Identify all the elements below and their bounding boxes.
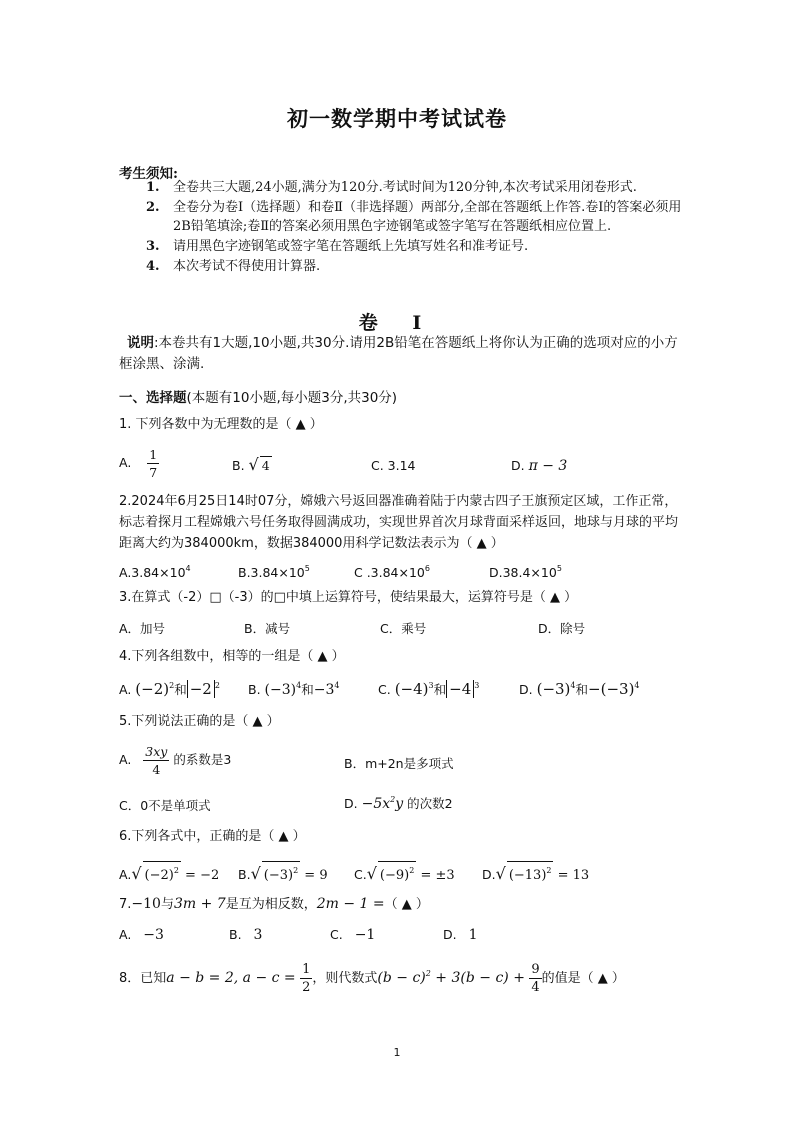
expression: −2 $^2$: [187, 680, 220, 698]
q6-option-d: [482, 861, 589, 884]
option-value: −3: [143, 927, 164, 943]
stem-text: 与: [160, 897, 174, 912]
question-number: 7.: [119, 897, 132, 912]
volume-description: [119, 333, 684, 375]
notice-item-number: 1.: [146, 180, 160, 195]
notice-item-number: 2.: [146, 200, 160, 215]
exponent: 4: [185, 564, 191, 573]
expression: $(b - c)^2 + 3(b - c)$ +: [377, 969, 530, 986]
question-7-stem: [119, 894, 684, 915]
q1-option-d: [511, 458, 567, 474]
question-6-stem: 6.下列各式中，正确的是（ ▲ ）: [119, 829, 306, 844]
expression: a − b = 2, a − c =: [166, 970, 301, 986]
q1-option-b: [232, 455, 272, 474]
numerator: 1: [149, 447, 158, 462]
radical-sign: √: [248, 455, 259, 474]
stem-text: （ ▲ ）: [384, 897, 429, 912]
option-letter: D.: [344, 796, 358, 811]
option-text: B.3.84×10: [238, 565, 305, 580]
option-letter: B.: [238, 867, 251, 882]
q3-option-b: B．减号: [244, 621, 291, 636]
option-letter: D.: [519, 682, 533, 697]
q4-option-a: [119, 680, 220, 698]
q5-option-d: [344, 794, 453, 812]
q5-option-b: B．m+2n是多项式: [344, 756, 454, 771]
page-number: 1: [393, 1046, 401, 1059]
section-detail: (本题有10小题,每小题3分,共30分): [186, 390, 398, 406]
q2-option-b: [238, 564, 310, 580]
q3-option-a: A．加号: [119, 621, 166, 636]
expression: $(-3)^4$: [264, 681, 302, 698]
q5-option-c: C．0不是单项式: [119, 798, 211, 813]
denominator: 4: [152, 762, 161, 777]
description-label: 说明: [127, 335, 154, 351]
radicand: 4: [261, 458, 270, 473]
option-letter: A.: [119, 455, 132, 470]
notice-item-text: 请用黑色字迹钢笔或签字笔在答题纸上先填写姓名和准考证号.: [173, 239, 529, 254]
option-letter: C.: [378, 682, 391, 697]
stem-text: ，则代数式: [312, 971, 378, 986]
expression: 3m + 7: [173, 896, 226, 912]
option-text: A.3.84×10: [119, 565, 186, 580]
exponent: 5: [304, 564, 310, 573]
expression: $(-4)^3$: [394, 680, 434, 698]
option-letter: D.: [511, 458, 525, 473]
option-text: D.38.4×10: [489, 565, 557, 580]
connector: 和: [433, 682, 447, 697]
option-letter: D.: [443, 927, 457, 942]
option-value: −1: [354, 927, 376, 943]
radical-sign: √: [366, 864, 377, 883]
expression: π − 3: [528, 458, 568, 474]
option-text: C .3.84×10: [354, 565, 425, 580]
q4-option-b: [248, 680, 339, 698]
option-letter: B.: [248, 682, 261, 697]
fraction: $\frac{1}{2}$: [302, 962, 311, 995]
radicand: $(-3)^2$: [262, 861, 300, 884]
notice-item-text: 本次考试不得使用计算器.: [173, 259, 321, 274]
q7-option-c: [330, 927, 375, 943]
expression: $-3^4$: [313, 681, 340, 698]
q6-option-b: [238, 861, 328, 884]
section-name: 一、选择题: [119, 390, 187, 406]
notice-item: [146, 198, 686, 236]
question-5-stem: 5.下列说法正确的是（ ▲ ）: [119, 714, 280, 729]
q2-option-c: [354, 564, 430, 580]
radicand: $(-2)^2$: [143, 861, 181, 884]
question-4-stem: 4.下列各组数中，相等的一组是（ ▲ ）: [119, 649, 345, 664]
option-letter: B.: [229, 927, 242, 942]
notice-item: [146, 257, 686, 276]
expression: −4 $^3$: [446, 680, 479, 698]
notice-item-number: 4.: [146, 259, 160, 274]
option-letter: A.: [119, 927, 132, 942]
q1-option-c: C. 3.14: [371, 458, 416, 473]
option-letter: C.: [354, 867, 367, 882]
denominator: 7: [149, 465, 158, 480]
volume-heading: 卷 Ⅰ: [358, 312, 436, 334]
fraction: $\frac{9}{4}$: [531, 962, 540, 995]
notice-item: [146, 237, 686, 256]
option-text: 的次数2: [407, 796, 453, 811]
radical-sign: √: [495, 864, 506, 883]
expression: $-5x^2y$: [361, 795, 404, 812]
expression: = ±3: [416, 868, 455, 883]
q1-option-a: [119, 446, 159, 481]
q4-option-c: [378, 680, 479, 698]
q4-option-d: [519, 680, 640, 698]
notice-item: [146, 178, 686, 197]
radicand: $(-9)^2$: [378, 861, 416, 884]
section-heading: [119, 386, 397, 406]
option-letter: B.: [232, 458, 245, 473]
q6-option-a: [119, 861, 219, 884]
connector: 和: [301, 682, 314, 697]
notice-heading: 考生须知:: [119, 166, 178, 182]
option-text: 的系数是3: [173, 752, 232, 767]
option-letter: A.: [119, 682, 132, 697]
connector: 和: [575, 682, 589, 697]
option-letter: C.: [330, 927, 343, 942]
expression: = 9: [300, 868, 328, 883]
notice-list: [146, 178, 686, 277]
exponent: 5: [556, 564, 562, 573]
expression: = 13: [553, 868, 590, 883]
expression: $(-2)^2$: [135, 680, 175, 698]
stem-text: 8．已知: [119, 971, 167, 986]
option-letter: A.: [119, 867, 132, 882]
question-2-stem: 2.2024年6月25日14时07分，嫦娥六号返回器准确着陆于内蒙古四子王旗预定区域，工作正常，标志着探月工程嫦娥六号任务取得圆满成功，实现世界首次月球背面采样返回，地球与月球的平均距离大约为384000km，数据384000用科学记数法表示为（ ▲ ）: [119, 494, 679, 551]
q7-option-a: [119, 927, 164, 943]
notice-item-number: 3.: [146, 239, 160, 254]
q7-option-b: [229, 927, 262, 943]
description-text: :本卷共有1大题,10小题,共30分.请用2B铅笔在答题纸上将你认为正确的选项对应的小方框涂黑、涂满.: [119, 335, 678, 372]
radicand: $(-13)^2$: [507, 861, 554, 884]
expression: −10: [131, 896, 161, 912]
q3-option-d: D．除号: [538, 621, 586, 636]
expression: 2m − 1 =: [316, 896, 385, 912]
expression: $-(-3)^4$: [588, 680, 640, 698]
option-letter: D.: [482, 867, 496, 882]
question-8-stem: [119, 955, 684, 998]
fraction: [147, 446, 159, 481]
expression: $(-3)^4$: [536, 680, 576, 698]
option-value: 1: [468, 927, 478, 943]
notice-item-text: 全卷共三大题,24小题,满分为120分.考试时间为120分钟,本次考试采用闭卷形式.: [173, 180, 637, 195]
question-1-stem: 1. 下列各数中为无理数的是（ ▲ ）: [119, 417, 323, 432]
q6-option-c: [354, 861, 455, 884]
connector: 和: [174, 682, 187, 697]
page-title: 初一数学期中考试试卷: [287, 106, 507, 131]
stem-text: 是互为相反数，: [225, 897, 317, 912]
radical-sign: √: [250, 864, 261, 883]
numerator: 3xy: [145, 744, 168, 759]
option-letter: A.: [119, 752, 132, 767]
q7-option-d: [443, 927, 478, 943]
q2-option-a: [119, 564, 191, 580]
option-value: 3: [253, 927, 263, 943]
expression: = −2: [180, 868, 220, 883]
q2-option-d: [489, 564, 562, 580]
q3-option-c: C．乘号: [380, 621, 427, 636]
question-3-stem: 3.在算式（-2）□（-3）的□中填上运算符号，使结果最大，运算符号是（ ▲ ）: [119, 590, 578, 605]
exponent: 6: [424, 564, 430, 573]
notice-item-text: 全卷分为卷Ⅰ（选择题）和卷Ⅱ（非选择题）两部分,全部在答题纸上作答.卷Ⅰ的答案必须用2B铅笔填涂;卷Ⅱ的答案必须用黑色字迹钢笔或签字笔写在答题纸相应位置上.: [173, 200, 682, 234]
radical-sign: √: [131, 864, 142, 883]
fraction: [143, 743, 169, 778]
stem-text: 的值是（ ▲ ）: [541, 971, 625, 986]
q5-option-a: [119, 743, 231, 778]
